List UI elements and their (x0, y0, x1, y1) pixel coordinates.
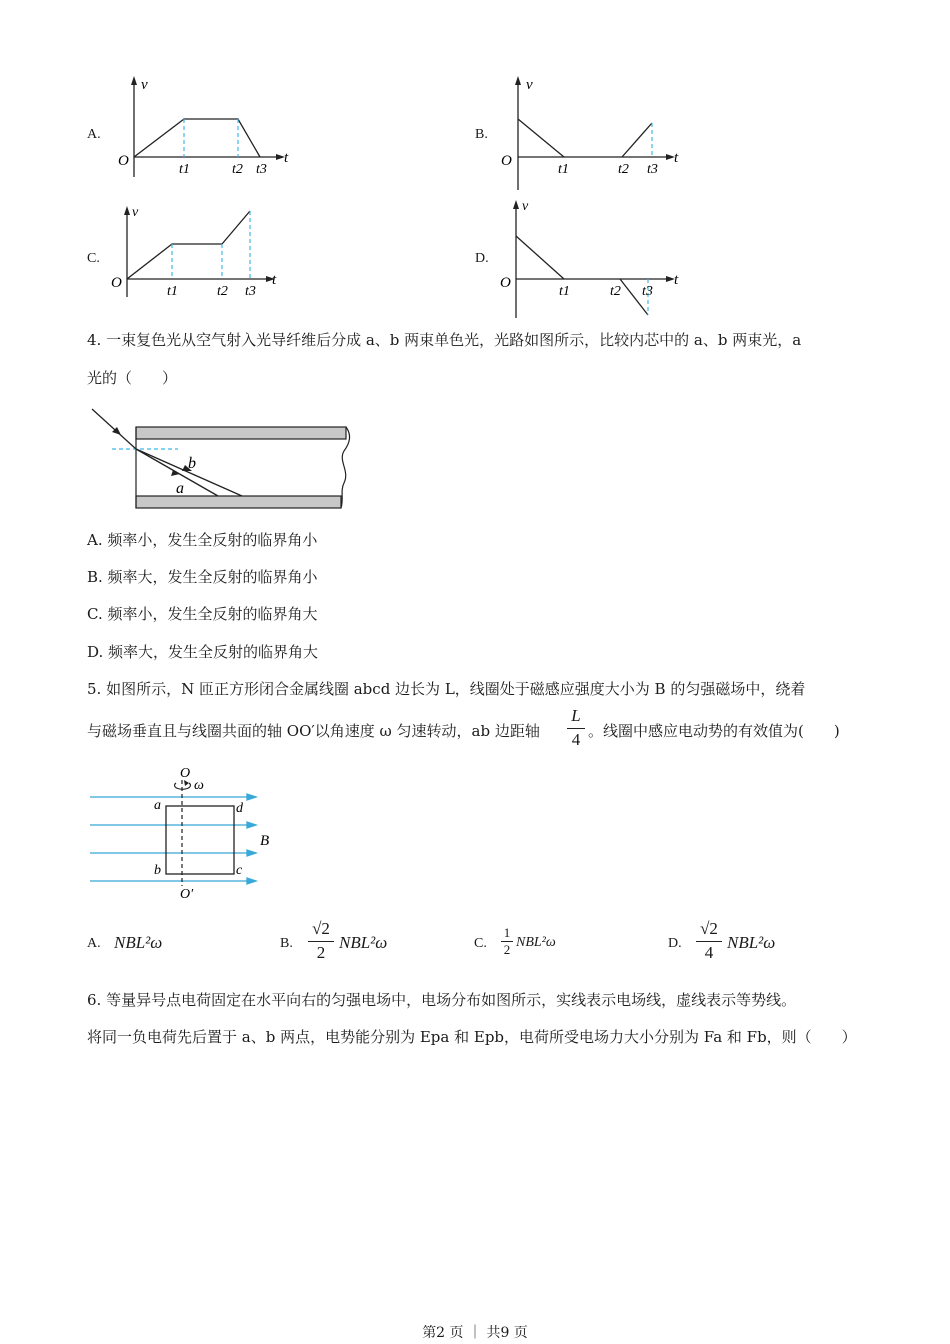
q5-option-d-num: √2 (700, 919, 718, 938)
q5-option-d-expr[interactable]: NBL²ω (727, 933, 776, 952)
graph-a-label: A. (87, 127, 101, 142)
graph-a-ylabel: v (141, 77, 148, 93)
q5-option-a-expr[interactable]: NBL²ω (114, 933, 163, 952)
q5-option-d-fraction[interactable] (694, 919, 724, 964)
graph-b-xlabel: t (674, 150, 679, 166)
q5-option-d-label[interactable]: D. (668, 936, 682, 951)
q5-label-d: d (236, 801, 243, 816)
q4-fiber-figure (88, 405, 358, 515)
graph-d-tick-t1: t1 (559, 284, 570, 299)
q5-frac-num: L (571, 706, 581, 725)
q5-option-b-expr[interactable]: NBL²ω (339, 933, 388, 952)
graph-a-xlabel: t (284, 150, 289, 166)
q5-option-b-num: √2 (312, 919, 330, 938)
graph-a-tick-t2: t2 (232, 162, 243, 177)
page-footer: 第2 页 ｜ 共9 页 (422, 1325, 528, 1341)
q5-option-d-den: 4 (704, 943, 714, 962)
q5-option-b-fraction[interactable] (306, 919, 336, 964)
q5-label-c: c (236, 863, 243, 878)
q4-option-d[interactable]: D. 频率大，发生全反射的临界角大 (87, 643, 319, 661)
graph-b-label: B. (475, 127, 488, 142)
q5-label-O: O (180, 766, 191, 781)
graph-d-ylabel: v (522, 199, 529, 214)
graph-a (110, 72, 300, 182)
q5-stem-line1: 5. 如图所示，N 匝正方形闭合金属线圈 abcd 边长为 L，线圈处于磁感应强度大小为 B 的匀强磁场中，绕着 (87, 680, 806, 698)
graph-c-ylabel: v (132, 205, 139, 220)
q5-option-c-fraction[interactable] (500, 926, 514, 957)
graph-a-tick-t1: t1 (179, 162, 190, 177)
graph-c-tick-t2: t2 (217, 284, 228, 299)
graph-b-tick-t3: t3 (647, 162, 658, 177)
q5-label-B: B (260, 833, 270, 849)
q5-option-b-label[interactable]: B. (280, 936, 293, 951)
q4-stem-line2: 光的（ ） (87, 369, 178, 387)
q6-stem-line2: 将同一负电荷先后置于 a、b 两点，电势能分别为 Epa 和 Epb，电荷所受电场力大小分别为 Fa 和 Fb，则（ ） (87, 1028, 857, 1046)
graph-b (497, 72, 697, 192)
graph-d-xlabel: t (674, 272, 679, 288)
q5-option-c-den: 2 (503, 942, 511, 957)
q4-option-c[interactable]: C. 频率小，发生全反射的临界角大 (87, 605, 318, 623)
q5-option-c-expr[interactable]: NBL²ω (516, 935, 556, 950)
q5-frac-den: 4 (571, 730, 581, 749)
graph-c-tick-t1: t1 (167, 284, 178, 299)
graph-c-label: C. (87, 251, 100, 266)
graph-a-tick-t3: t3 (256, 162, 267, 177)
graph-b-tick-t1: t1 (558, 162, 569, 177)
graph-a-origin: O (118, 153, 129, 169)
q5-option-b-den: 2 (316, 943, 326, 962)
q4-label-b: b (188, 455, 196, 472)
q4-option-a[interactable]: A. 频率小，发生全反射的临界角小 (87, 531, 318, 549)
q5-option-a-label[interactable]: A. (87, 936, 101, 951)
graph-d-tick-t2: t2 (610, 284, 621, 299)
q5-option-c-num: 1 (503, 925, 511, 940)
q5-stem-fraction (566, 706, 586, 751)
q5-label-a: a (154, 798, 161, 813)
graph-b-tick-t2: t2 (618, 162, 629, 177)
q5-option-c-label[interactable]: C. (474, 936, 487, 951)
q5-label-b: b (154, 863, 161, 878)
q5-coil-figure (88, 762, 288, 902)
q4-label-a: a (176, 480, 184, 497)
graph-d (497, 196, 697, 322)
graph-b-origin: O (501, 153, 512, 169)
q5-stem-line2a: 与磁场垂直且与线圈共面的轴 OO′以角速度 ω 匀速转动，ab 边距轴 (87, 722, 540, 740)
graph-c-tick-t3: t3 (245, 284, 256, 299)
q5-label-omega: ω (194, 778, 204, 793)
graph-d-tick-t3: t3 (642, 284, 653, 299)
graph-c-origin: O (111, 275, 122, 291)
q4-option-b[interactable]: B. 频率大，发生全反射的临界角小 (87, 568, 318, 586)
graph-c-xlabel: t (272, 272, 277, 288)
graph-d-origin: O (500, 275, 511, 291)
q5-label-O-prime: O′ (180, 887, 194, 902)
q5-stem-line2b: 。线圈中感应电动势的有效值为( ) (588, 722, 840, 740)
graph-d-label: D. (475, 251, 489, 266)
graph-b-ylabel: v (526, 77, 533, 93)
graph-c (108, 200, 298, 300)
q4-stem-line1: 4. 一束复色光从空气射入光导纤维后分成 a、b 两束单色光，光路如图所示，比较内芯中的 a、b 两束光，a (87, 331, 802, 349)
q6-stem-line1: 6. 等量异号点电荷固定在水平向右的匀强电场中，电场分布如图所示，实线表示电场线，虚线表示等势线。 (87, 991, 797, 1009)
